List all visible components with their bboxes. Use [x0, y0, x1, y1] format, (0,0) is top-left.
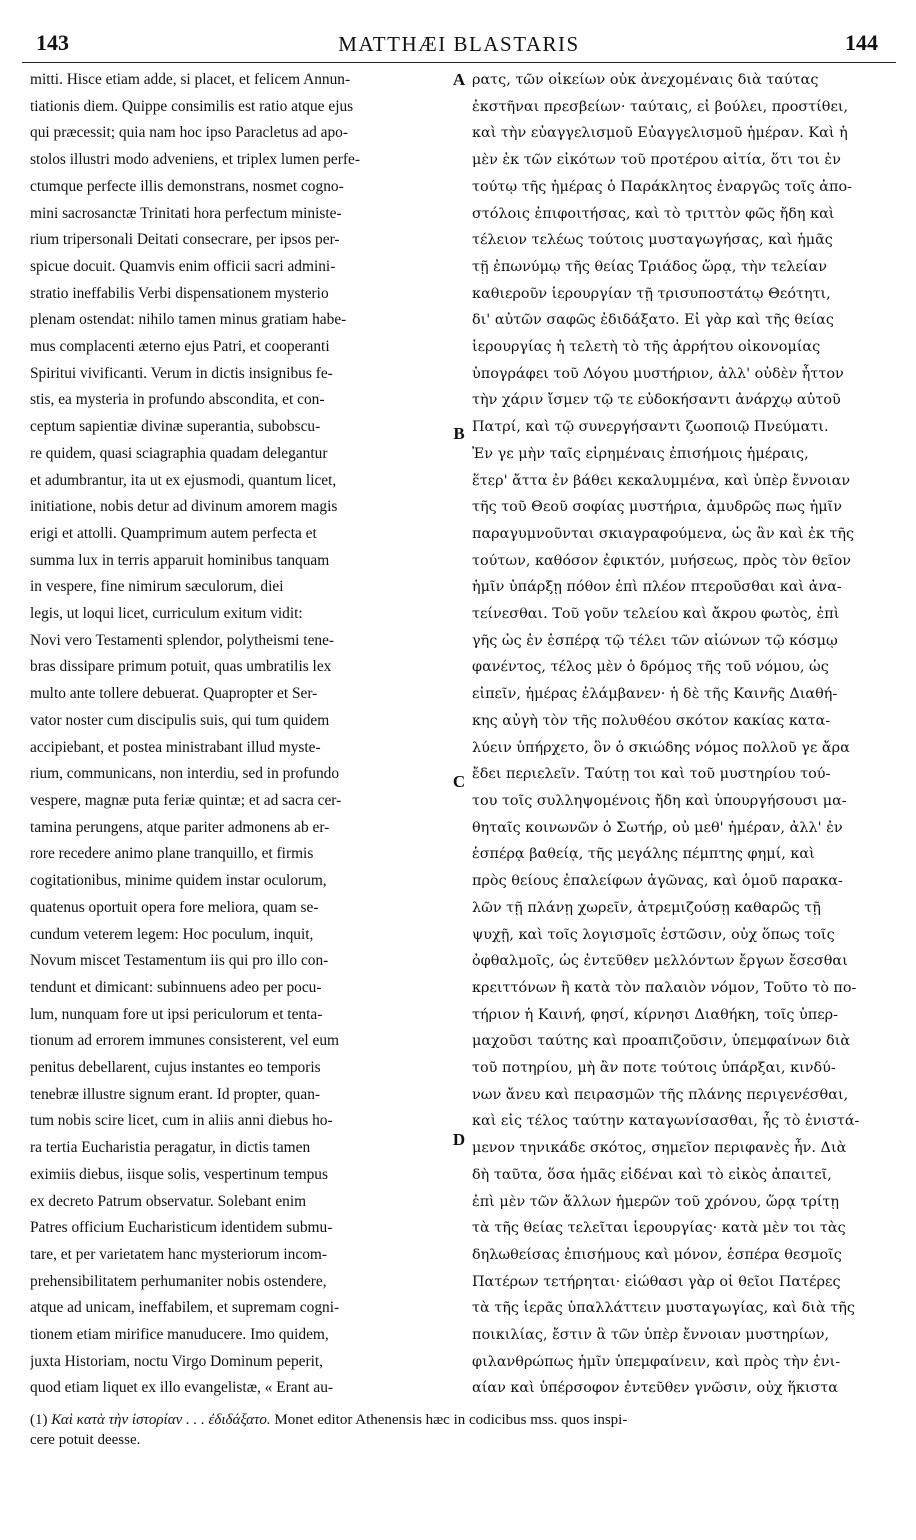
greek-text-line: καθιεροῦν ἱερουργίαν τῇ τρισυποστάτῳ Θεότητι,	[472, 285, 831, 302]
latin-text-line: tendunt et dimicant: subinnuens adeo per pocu-	[30, 978, 322, 996]
greek-text-line: ἡμῖν ὑπάρξῃ πόθον ἐπὶ πλέον πτεροῦσθαι καὶ ἀνα-	[472, 579, 842, 596]
latin-text-line: multo ante tollere debuerat. Quapropter et Ser-	[30, 685, 318, 703]
footnote-line-1	[30, 1410, 892, 1430]
greek-text-line: του τοῖς συλληψομένοις ἤδη καὶ ὑπουργήσουσι μα-	[472, 792, 847, 809]
greek-text-line: δὴ ταῦτα, ὅσα ἡμᾶς εἰδέναι καὶ τὸ εἰκὸς ἀπαιτεῖ,	[472, 1166, 832, 1183]
latin-text-line	[30, 1402, 448, 1404]
footnote-text: Monet editor Athenensis hæc in codicibus mss. quos inspi-	[274, 1412, 628, 1428]
latin-text-line: accipiebant, et postea ministrabant illud myste-	[30, 738, 321, 756]
latin-text-line: tum nobis scire licet, cum in aliis anni diebus ho-	[30, 1112, 333, 1130]
margin-marker-c: C	[452, 772, 466, 791]
greek-text-line: δι' αὐτῶν σαφῶς ἐδιδάξατο. Εἰ γὰρ καὶ τῆς θείας	[472, 312, 834, 329]
greek-text-line: Πατρί, καὶ τῷ συνεργήσαντι ζωοποιῷ Πνεύματι.	[472, 419, 829, 436]
greek-text-line: μενον τηνικάδε σκότος, σημεῖον περιφανὲς ἦν. Διὰ	[472, 1140, 847, 1157]
running-title: MATTHÆI BLASTARIS	[338, 32, 580, 56]
latin-text-line: prehensibilitatem perhumaniter nobis ostendere,	[30, 1272, 327, 1290]
latin-text-line: Novi vero Testamenti splendor, polytheismi tene-	[30, 631, 335, 649]
greek-text-line: γῆς ὡς ἐν ἑσπέρᾳ τῷ τέλει τῶν αἰώνων τῷ κόσμῳ	[472, 632, 838, 649]
greek-text-line: μὲν ἐκ τῶν εἰκότων τοῦ προτέρου αἰτία, ὅτι τοι ἐν	[472, 152, 841, 169]
greek-text-line: φιλανθρώπως ἡμῖν ὑπεμφαίνειν, καὶ πρὸς τὴν ἐνι-	[472, 1353, 841, 1370]
latin-text-line: ex decreto Patrum observatur. Solebant enim	[30, 1192, 307, 1210]
latin-text-line: in vespere, fine nimirum sæculorum, diei	[30, 578, 284, 596]
margin-marker-d: D	[452, 1130, 466, 1149]
footnote-greek-reference: Καὶ κατὰ τὴν ἱστορίαν . . . ἐδιδάξατο.	[51, 1412, 271, 1428]
greek-text-line: ρατς, τῶν οἰκείων οὐκ ἀνεχομέναις διὰ ταύτας	[472, 72, 819, 88]
greek-text-line: νων ἄνευ καὶ πειρασμῶν τῆς πλάνης περιγενέσθαι,	[472, 1086, 849, 1103]
margin-marker-a: A	[452, 70, 466, 89]
latin-text-line: lum, nunquam fore ut ipsi periculorum et tenta-	[30, 1005, 323, 1023]
greek-text-line: ψυχῇ, καὶ τοῖς λογισμοῖς ἑστῶσιν, οὐχ ὅπως τοῖς	[472, 926, 835, 943]
latin-text-line: mitti. Hisce etiam adde, si placet, et felicem Annun-	[30, 71, 351, 88]
latin-text-line: tionem etiam mirifice manuducere. Imo quidem,	[30, 1326, 329, 1344]
latin-text-line: summa lux in terris apparuit hominibus tanquam	[30, 551, 330, 569]
greek-text-line: καὶ τὴν εὐαγγελισμοῦ Εὐαγγελισμοῦ ἡμέραν. Καὶ ἡ	[472, 125, 848, 142]
latin-text-line: mini sacrosanctæ Trinitati hora perfectum ministe-	[30, 204, 342, 222]
latin-text-line: cogitationibus, minime quidem instar oculorum,	[30, 872, 327, 890]
greek-text-line	[472, 1402, 884, 1404]
latin-text-line: Patres officium Eucharisticum identidem submu-	[30, 1219, 333, 1237]
greek-text-line: τὰ τῆς ἱερᾶς ὑπαλλάττειν μυσταγωγίας, καὶ διὰ τῆς	[472, 1300, 855, 1317]
latin-text-line: stratio ineffabilis Verbi dispensationem mysterio	[30, 284, 329, 302]
greek-text-line: τὴν χάριν ἴσμεν τῷ τε εὐδοκήσαντι ἀνάρχῳ αὐτοῦ	[472, 392, 841, 409]
latin-text-line: spicue docuit. Quamvis enim officii sacri admini-	[30, 257, 336, 275]
greek-text-line: φανέντος, τέλος μὲν ὁ δρόμος τῆς τοῦ νόμου, ὡς	[472, 659, 829, 676]
latin-text-line: Novum miscet Testamentum iis qui pro illo con-	[30, 952, 329, 970]
latin-text-line: penitus debellarent, cujus instantes eo temporis	[30, 1059, 321, 1077]
greek-text-line: ἐπὶ μὲν τῶν ἄλλων ἡμερῶν τοῦ χρόνου, ὥρᾳ τρίτῃ	[472, 1193, 840, 1210]
greek-text-line: ὀφθαλμοῖς, ὡς ἐντεῦθεν μελλόντων ἔργων ἔσεσθαι	[472, 953, 848, 970]
greek-text-line: δηλωθείσας ἐπισήμους καὶ μόνον, ἑσπέρα θεσμοῖς	[472, 1246, 842, 1263]
greek-text-line: μαχοῦσι ταύτης καὶ προαπιζοῦσιν, ὑπεμφαίνων διὰ	[472, 1033, 851, 1050]
latin-text-line: vator noster cum discipulis suis, qui tum quidem	[30, 711, 330, 729]
latin-text-line: ra tertia Eucharistia peragatur, in dictis tamen	[30, 1139, 311, 1157]
greek-text-line: Ἐν γε μὴν ταῖς εἰρημέναις ἐπισήμοις ἡμέραις,	[472, 445, 809, 462]
latin-text-line: eximiis diebus, iisque solis, vespertinum tempus	[30, 1165, 328, 1183]
latin-text-line: cundum veterem legem: Hoc poculum, inquit,	[30, 925, 314, 943]
latin-column	[30, 67, 448, 1404]
latin-text-line: quatenus oportuit opera fore meliora, quam se-	[30, 898, 319, 916]
greek-text-line: ποικιλίας, ἔστιν ἃ τῶν ὑπὲρ ἔννοιαν μυστηρίων,	[472, 1327, 830, 1344]
greek-text-line: τέλειον τελέως τούτοις μυσταγωγήσας, καὶ ἡμᾶς	[472, 232, 833, 249]
greek-text-line: παραγυμνοῦνται σκιαγραφούμενα, ὡς ἂν καὶ ἐκ τῆς	[472, 525, 854, 542]
page-header	[22, 6, 896, 63]
latin-text-line: legis, ut loqui licet, curriculum exitum vidit:	[30, 605, 303, 623]
latin-text-line: atque ad unicam, ineffabilem, et supremam cogni-	[30, 1299, 340, 1317]
greek-text-line: κρειττόνων ἢ κατὰ τὸν παλαιὸν νόμον, Τοῦτο τὸ πο-	[472, 979, 857, 996]
greek-text-line: ὑπογράφει τοῦ Λόγου μυστήριον, ἀλλ' οὐδὲν ἧττον	[472, 365, 844, 382]
latin-text-line: tiationis diem. Quippe consimilis est ratio atque ejus	[30, 97, 354, 115]
latin-text-line: mus complacenti æterno ejus Patri, et cooperanti	[30, 338, 330, 356]
greek-text-line: αίαν καὶ ὑπέρσοφον ἐντεῦθεν γνῶσιν, οὐχ ἥκιστα	[472, 1380, 838, 1397]
latin-text-line: re quidem, quasi sciagraphia quadam delegantur	[30, 444, 328, 462]
greek-text-line: ἕτερ' ἄττα ἐν βάθει κεκαλυμμένα, καὶ ὑπὲρ ἔννοιαν	[472, 472, 851, 489]
greek-text-line: θηταῖς κοινωνῶν ὁ Σωτήρ, οὐ μεθ' ἡμέραν, ἀλλ' ἐν	[472, 819, 843, 836]
page-number-left: 143	[36, 30, 69, 55]
latin-text-line: qui præcessit; quia nam hoc ipso Paracletus ad apo-	[30, 124, 348, 142]
latin-text-line: juxta Historiam, noctu Virgo Dominum peperit,	[30, 1352, 324, 1370]
greek-text-line: καὶ εἰς τέλος ταύτην καταγωνίσασθαι, ἧς τὸ ἐνιστά-	[472, 1113, 860, 1130]
greek-text-line: πρὸς θείους ἐπαλείφων ἀγῶνας, καὶ ὁμοῦ παρακα-	[472, 873, 843, 890]
greek-text-line: λῶν τῇ πλάνῃ χωρεῖν, ἀτρεμιζούσῃ καθαρῶς τῇ	[472, 899, 821, 916]
footnote-line-2: cere potuit deesse.	[30, 1432, 141, 1448]
footnote-number: (1)	[30, 1412, 48, 1428]
margin-marker-b: B	[453, 424, 465, 443]
greek-text-line: τῆς τοῦ Θεοῦ σοφίας μυστήρια, ἀμυδρῶς πως ἡμῖν	[472, 499, 842, 516]
greek-text-line: λύειν ὑπήρχετο, ὃν ὁ σκιώδης νόμος πολλοῦ γε ἄρα	[472, 739, 850, 756]
greek-column	[472, 67, 884, 1404]
latin-text-line: rore recedere animo plane tranquillo, et firmis	[30, 845, 314, 863]
greek-text-line: τὰ τῆς θείας τελεῖται ἱερουργίας· κατὰ μὲν τοι τὰς	[472, 1220, 846, 1237]
latin-text-line: tamina perungens, atque pariter admonens ab er-	[30, 818, 330, 836]
greek-text-line: στόλοις ἐπιφοιτήσας, καὶ τὸ τριττὸν φῶς ἤδη καὶ	[472, 205, 835, 222]
latin-text-line: bras dissipare primum potuit, quas umbratilis lex	[30, 658, 332, 676]
latin-text-line: et adumbrantur, ita ut ex ejusmodi, quantum licet,	[30, 471, 337, 489]
greek-text-line: ἑσπέρᾳ βαθείᾳ, τῆς μεγάλης πέμπτης φημί, καὶ	[472, 846, 815, 863]
latin-text-line: tionum ad errorem immunes consisterent, vel eum	[30, 1032, 340, 1050]
greek-text-line: ἔδει περιελεῖν. Ταύτῃ τοι καὶ τοῦ μυστηρίου τού-	[472, 766, 831, 783]
latin-text-line: quod etiam liquet ex illo evangelistæ, « Erant au-	[30, 1379, 334, 1397]
latin-text-line: tenebræ illustre signum erant. Id propter, quan-	[30, 1085, 321, 1103]
greek-text-line: τήριον ἡ Καινή, φησί, κίρνησι Διαθήκη, τοῖς ὑπερ-	[472, 1006, 839, 1023]
latin-text-line: rium, communicans, non interdiu, sed in profundo	[30, 765, 340, 783]
latin-text-line: stis, ea mysteria in profundo abscondita, et con-	[30, 391, 325, 409]
footnote	[30, 1410, 892, 1450]
latin-text-line: rium tripersonali Deitati consecrare, per ipsos per-	[30, 231, 340, 249]
latin-text-line: erigi et attolli. Quamprimum autem perfecta et	[30, 524, 317, 542]
greek-text-line: εἰπεῖν, ἡμέρας ἐλάμβανεν· ἡ δὲ τῆς Καινῆς Διαθή-	[472, 686, 838, 703]
latin-text-line: ctumque perfecte illis demonstrans, nosmet cogno-	[30, 177, 344, 195]
greek-text-line: τῇ ἐπωνύμῳ τῆς θείας Τριάδος ὥρᾳ, τὴν τελείαν	[472, 258, 828, 275]
greek-text-line: ἱερουργίας ἡ τελετὴ τὸ τῆς ἀρρήτου οἰκονομίας	[472, 339, 821, 356]
page-number-right: 144	[845, 30, 878, 55]
greek-text-line: τοῦ ποτηρίου, μὴ ἂν ποτε τούτοις ὑπάρξαι, κινδύ-	[472, 1060, 836, 1077]
latin-text-line: tare, et per varietatem hanc mysteriorum incom-	[30, 1245, 327, 1263]
latin-text-line: ceptum sapientiæ divinæ superantia, subobscu-	[30, 418, 321, 436]
latin-text-line: initiatione, nobis detur ad divinum amorem magis	[30, 498, 338, 516]
greek-text-line: τείνεσθαι. Τοῦ γοῦν τελείου καὶ ἄκρου φωτὸς, ἐπὶ	[472, 606, 840, 623]
greek-text-line: Πατέρων τετήρηται· εἰώθασι γὰρ οἱ θεῖοι Πατέρες	[472, 1273, 841, 1290]
greek-text-line: κης αὐγὴ τὸν τῆς πολυθέου σκότον κακίας κατα-	[472, 712, 831, 729]
latin-text-line: stolos illustri modo adveniens, et triplex lumen perfe-	[30, 151, 360, 169]
latin-text-line: plenam ostendat: nihilo tamen minus gratiam habe-	[30, 311, 347, 329]
greek-text-line: τούτων, καθόσον ἐφικτόν, μυήσεως, πρὸς τὸν θεῖον	[472, 552, 852, 569]
latin-text-line: Spiritui vivificanti. Verum in dictis insignibus fe-	[30, 364, 333, 382]
greek-text-line: τούτῳ τῆς ἡμέρας ὁ Παράκλητος ἐναργῶς τοῖς ἀπο-	[472, 178, 853, 195]
greek-text-line: ἐκστῆναι πρεσβείων· ταύταις, εἰ βούλει, προστίθει,	[472, 98, 849, 115]
latin-text-line: vespere, magnæ puta feriæ quintæ; et ad sacra cer-	[30, 791, 342, 809]
